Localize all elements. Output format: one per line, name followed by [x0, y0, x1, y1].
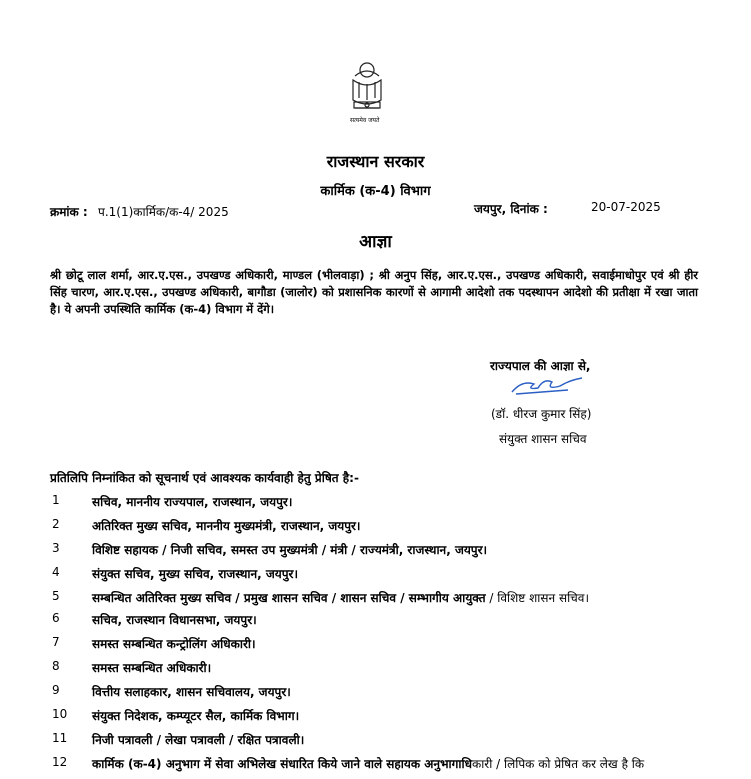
order-paragraph: श्री छोटू लाल शर्मा, आर.ए.एस., उपखण्ड अधिकारी, माण्डल (भीलवाड़ा) ; श्री अनुप सिंह, आर.ए.एस., उपखण्ड अधिकारी, सवाईमाधोपुर एवं श्री हीर सिंह चारण, आर.ए.एस., उपखण्ड अधिकारी, बागौडा (जालोर) को प्रशासनिक कारणों से आगामी आदेशो तक पदस्थापन आदेशो की प्रतीक्षा में रखा जाता है। ये अपनी उपस्थिति कार्मिक (क-4) विभाग में देंगे। [50, 268, 698, 316]
date-label: जयपुर, दिनांक : [474, 202, 548, 216]
emblem-motto: सत्यमेव जयते [350, 117, 380, 124]
list-item: 5 सम्बन्धित अतिरिक्त मुख्य सचिव / प्रमुख शासन सचिव / शासन सचिव / सम्भागीय आयुक्त / विशिष्ट शासन सचिव। [52, 589, 590, 605]
list-item: 11 निजी पत्रावली / लेखा पत्रावली / रक्षित पत्रावली। [52, 731, 305, 747]
signatory-designation: संयुक्त शासन सचिव [499, 432, 587, 446]
list-item: 2 अतिरिक्त मुख्य सचिव, माननीय मुख्यमंत्री, राजस्थान, जयपुर। [52, 517, 361, 533]
list-item: 7 समस्त सम्बन्धित कन्ट्रोलिंग अधिकारी। [52, 635, 256, 651]
list-item: 4 संयुक्त सचिव, मुख्य सचिव, राजस्थान, जयपुर। [52, 565, 299, 581]
order-date: 20-07-2025 [591, 200, 661, 214]
order-title: आज्ञा [359, 232, 392, 252]
list-item: 12 कार्मिक (क-4) अनुभाग में सेवा अभिलेख संधारित किये जाने वाले सहायक अनुभागाधिकारी / लिपिक को प्रेषित कर लेख है कि [52, 755, 645, 771]
department-title: कार्मिक (क-4) विभाग [320, 184, 431, 199]
copy-heading: प्रतिलिपि निम्नांकित को सूचनार्थ एवं आवश्यक कार्यवाही हेतु प्रेषित है:- [50, 471, 359, 485]
order-no: प.1(1)कार्मिक/क-4/ 2025 [98, 205, 229, 219]
by-order-line: राज्यपाल की आज्ञा से, [490, 359, 591, 373]
government-title: राजस्थान सरकार [326, 152, 425, 171]
list-item: 1 सचिव, माननीय राज्यपाल, राजस्थान, जयपुर। [52, 493, 293, 509]
list-item: 9 वित्तीय सलाहकार, शासन सचिवालय, जयपुर। [52, 683, 291, 699]
list-item: 6 सचिव, राजस्थान विधानसभा, जयपुर। [52, 611, 257, 627]
order-no-label: क्रमांक : [50, 205, 88, 219]
signatory-name: (डॉ. धीरज कुमार सिंह) [491, 407, 592, 421]
signature-scribble [508, 372, 586, 398]
list-item: 10 संयुक्त निदेशक, कम्प्यूटर सैल, कार्मिक विभाग। [52, 707, 300, 723]
list-item: 8 समस्त सम्बन्धित अधिकारी। [52, 659, 212, 675]
list-item: 3 विशिष्ट सहायक / निजी सचिव, समस्त उप मुख्यमंत्री / मंत्री / राज्यमंत्री, राजस्थान, जयपुर। [52, 541, 488, 557]
